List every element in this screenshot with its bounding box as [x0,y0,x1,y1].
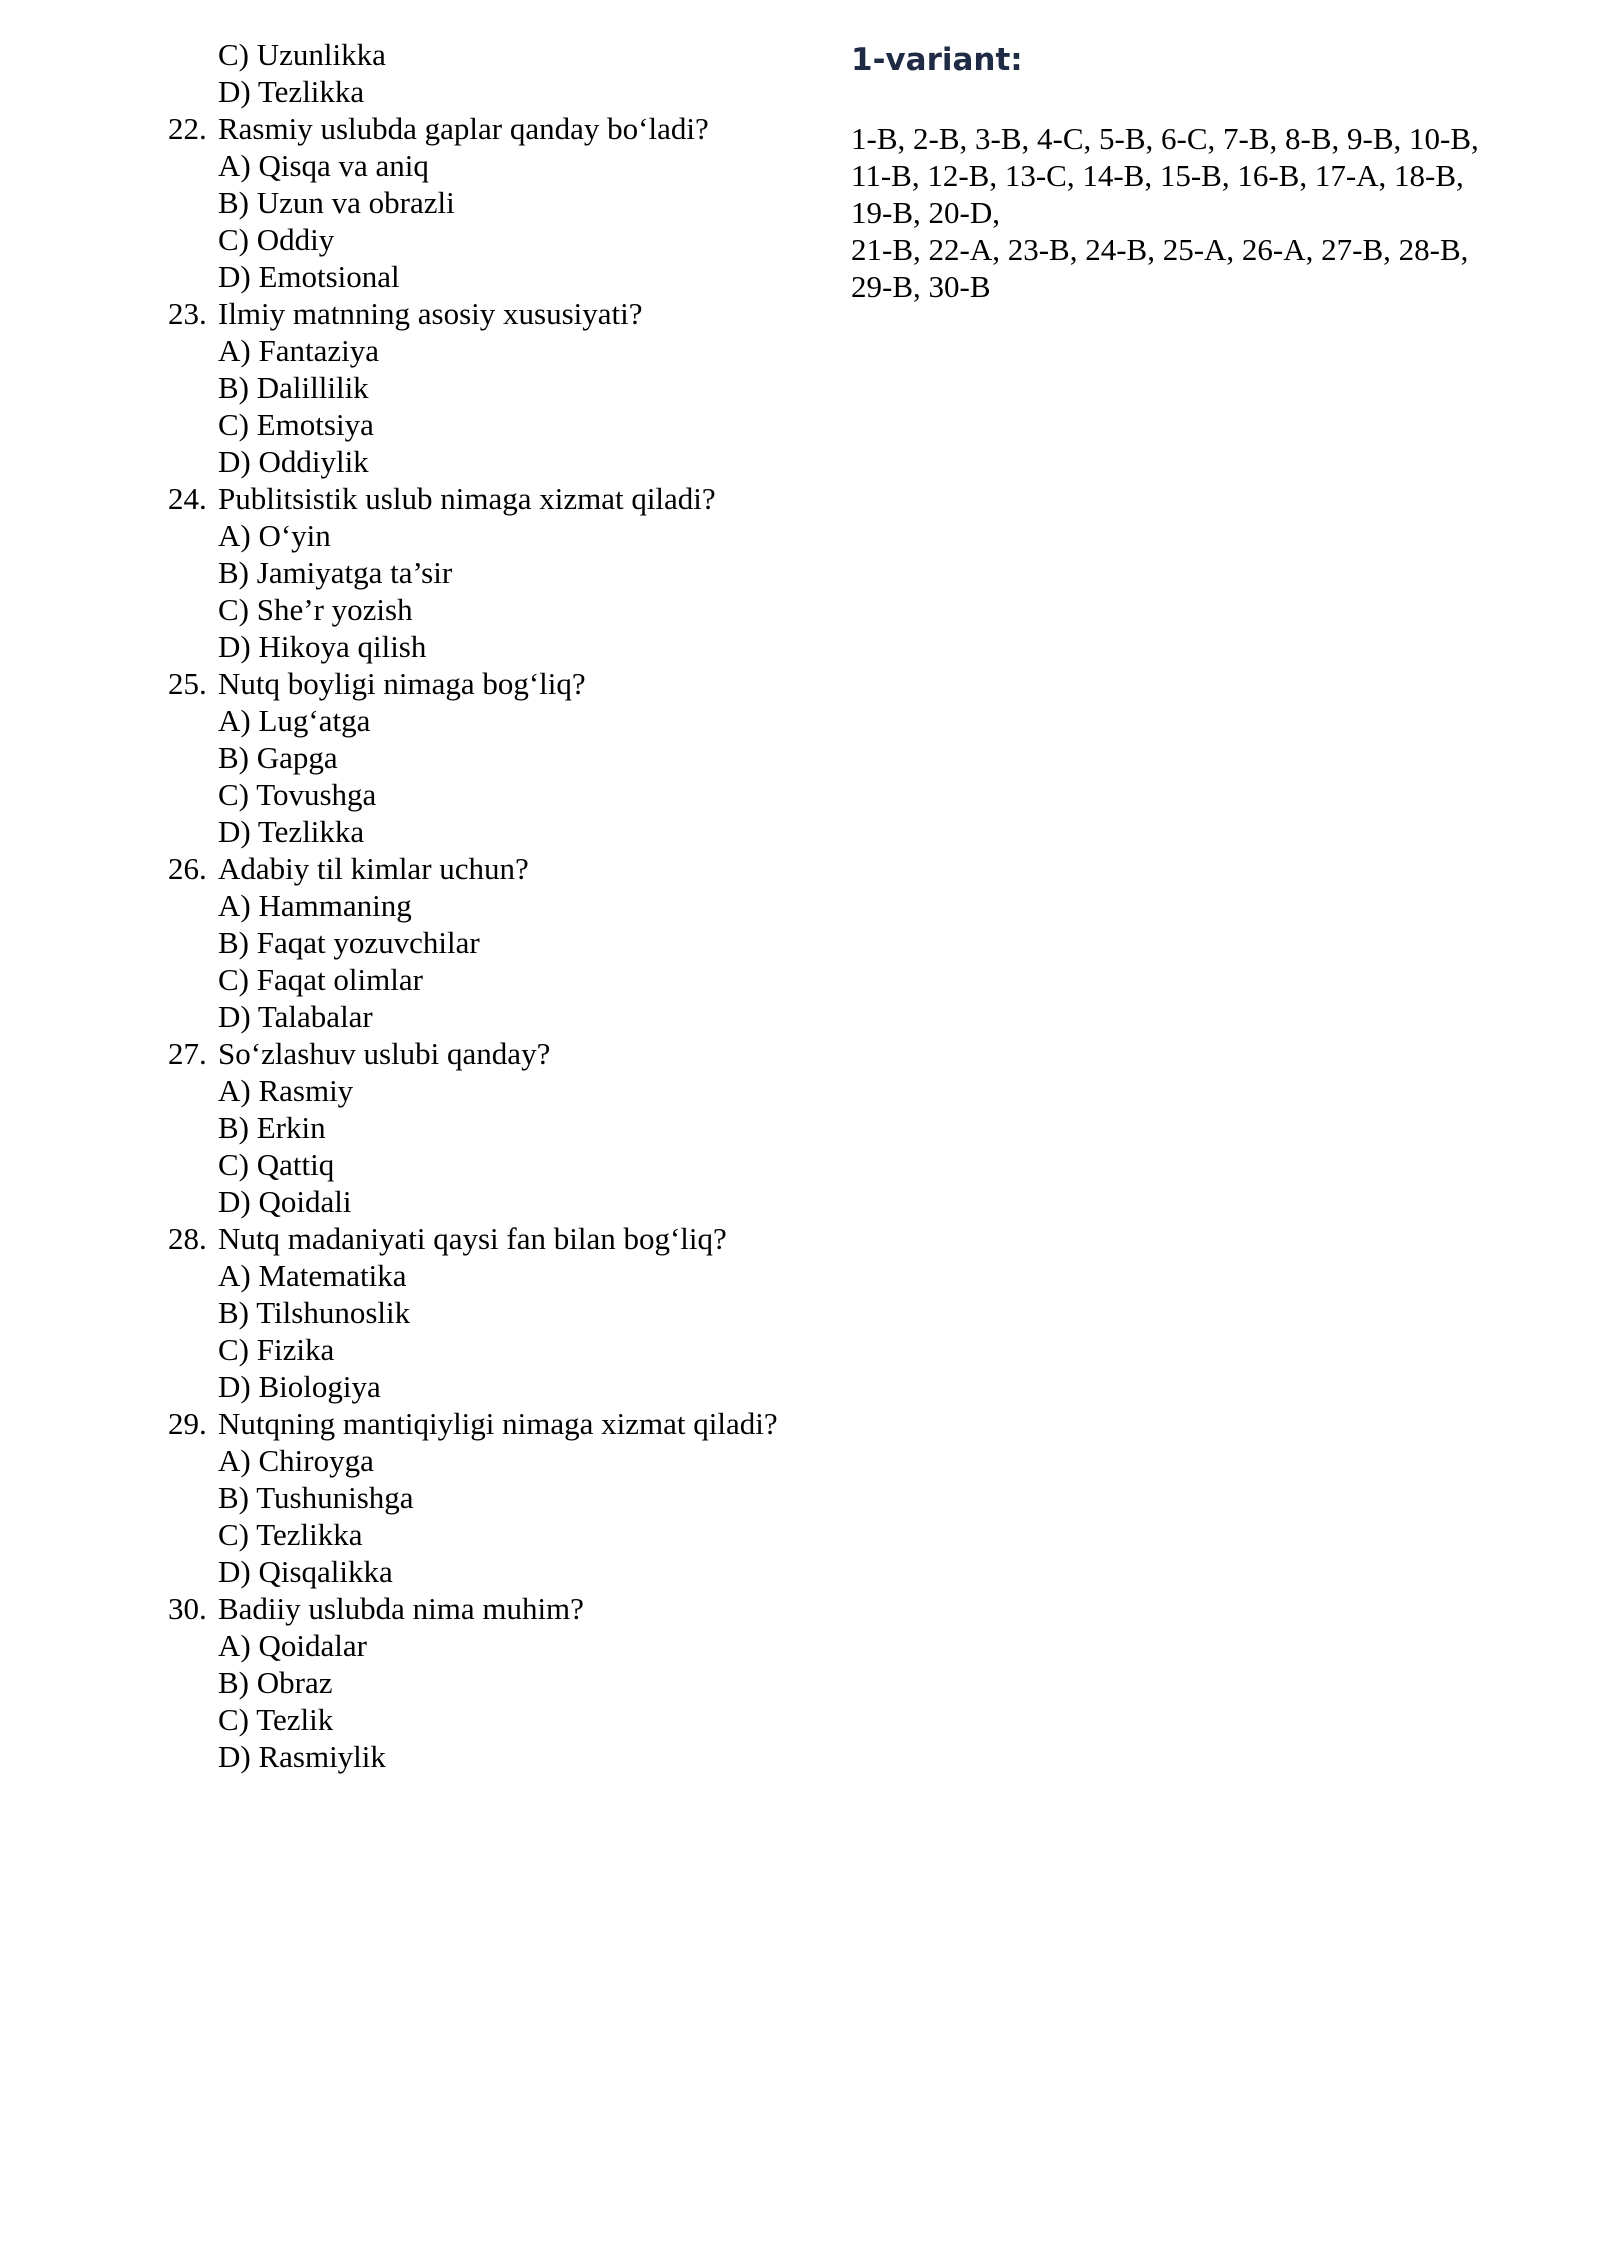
question-number: 28. [168,1221,207,1256]
question-text: So‘zlashuv uslubi qanday? [218,1036,551,1071]
question-text: Publitsistik uslub nimaga xizmat qiladi? [218,481,716,516]
option: D) Biologiya [218,1369,381,1404]
question-text: Adabiy til kimlar uchun? [218,851,529,886]
option: C) Uzunlikka [218,37,386,72]
question-24 [168,480,808,665]
option: A) Qisqa va aniq [218,148,429,183]
answer-key-line: 11-B, 12-B, 13-C, 14-B, 15-B, 16-B, 17-A, 18-B, 19-B, 20-D, [851,158,1464,230]
option: C) Oddiy [218,222,335,257]
option: B) Jamiyatga ta’sir [218,555,453,590]
question-text: Badiiy uslubda nima muhim? [218,1591,584,1626]
option: B) Erkin [218,1110,326,1145]
question-number: 29. [168,1406,207,1441]
question-number: 22. [168,111,207,146]
option: D) Tezlikka [218,74,365,109]
option: B) Dalillilik [218,370,369,405]
option: A) Lug‘atga [218,703,371,738]
question-number: 25. [168,666,207,701]
option: B) Gapga [218,740,338,775]
question-number: 23. [168,296,207,331]
option: B) Tilshunoslik [218,1295,411,1330]
option: D) Qisqalikka [218,1554,393,1589]
question-22 [168,110,808,295]
option: A) Chiroyga [218,1443,374,1478]
answer-key-title: 1-variant: [851,42,1023,78]
option: B) Uzun va obrazli [218,185,455,220]
question-text: Ilmiy matnning asosiy xususiyati? [218,296,643,331]
question-number: 27. [168,1036,207,1071]
option: A) Fantaziya [218,333,379,368]
question-number: 26. [168,851,207,886]
question-23 [168,295,808,480]
answer-key-column [851,40,1481,305]
option: A) Qoidalar [218,1628,367,1663]
leading-options [168,36,808,110]
option: C) She’r yozish [218,592,413,627]
option: A) Hammaning [218,888,412,923]
answer-key-list [851,120,1481,305]
option: D) Emotsional [218,259,400,294]
question-text: Rasmiy uslubda gaplar qanday bo‘ladi? [218,111,709,146]
option: C) Qattiq [218,1147,335,1182]
option: B) Faqat yozuvchilar [218,925,480,960]
question-number: 30. [168,1591,207,1626]
option: B) Obraz [218,1665,333,1700]
question-number: 24. [168,481,207,516]
option: D) Qoidali [218,1184,352,1219]
answer-key-line: 21-B, 22-A, 23-B, 24-B, 25-A, 26-A, 27-B, 28-B, 29-B, 30-B [851,232,1469,304]
question-30 [168,1590,808,1775]
option: C) Faqat olimlar [218,962,423,997]
option: D) Talabalar [218,999,373,1034]
option: C) Tezlikka [218,1517,363,1552]
questions-column [168,36,808,1775]
question-29 [168,1405,808,1590]
option: C) Emotsiya [218,407,374,442]
option: C) Tovushga [218,777,377,812]
option: D) Tezlikka [218,814,365,849]
question-28 [168,1220,808,1405]
question-26 [168,850,808,1035]
option: D) Rasmiylik [218,1739,386,1774]
option: C) Fizika [218,1332,335,1367]
option: D) Hikoya qilish [218,629,427,664]
option: A) O‘yin [218,518,331,553]
option: D) Oddiylik [218,444,369,479]
question-25 [168,665,808,850]
question-text: Nutqning mantiqiyligi nimaga xizmat qiladi? [218,1406,778,1441]
option: A) Matematika [218,1258,407,1293]
answer-key-line: 1-B, 2-B, 3-B, 4-C, 5-B, 6-C, 7-B, 8-B, 9-B, 10-B, [851,121,1479,156]
option: C) Tezlik [218,1702,334,1737]
question-text: Nutq madaniyati qaysi fan bilan bog‘liq? [218,1221,727,1256]
question-text: Nutq boyligi nimaga bog‘liq? [218,666,586,701]
option: A) Rasmiy [218,1073,354,1108]
option: B) Tushunishga [218,1480,414,1515]
question-27 [168,1035,808,1220]
